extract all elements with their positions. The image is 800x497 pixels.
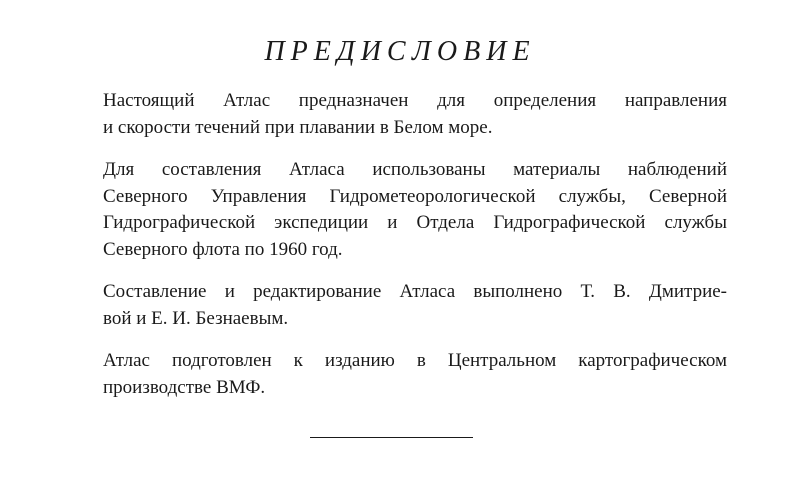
paragraph-line: Северного флота по 1960 год. — [103, 238, 343, 260]
paragraph-line: вой и Е. И. Безнаевым. — [103, 307, 289, 329]
paragraph-authors — [65, 279, 727, 332]
paragraph-production — [65, 348, 727, 401]
paragraph-line: и скорости течений при плавании в Белом море. — [103, 116, 493, 138]
paragraph-line: Для составления Атласа использованы материалы наблюдений — [103, 159, 727, 180]
paragraph-line: Настоящий Атлас предназначен для определения направления — [103, 90, 727, 111]
paragraph-purpose — [65, 88, 727, 141]
paragraph-line: Атлас подготовлен к изданию в Центральном картографическом — [103, 350, 727, 371]
preface-body — [65, 88, 727, 417]
paragraph-line: Гидрографической экспедиции и Отдела Гидрографической службы — [103, 212, 727, 233]
paragraph-sources — [65, 157, 727, 263]
paragraph-line: производстве ВМФ. — [103, 376, 266, 398]
page-title: ПРЕДИСЛОВИЕ — [264, 36, 536, 67]
paragraph-line: Северного Управления Гидрометеорологической службы, Северной — [103, 185, 727, 207]
paragraph-line: Составление и редактирование Атласа выполнено Т. В. Дмитрие- — [103, 281, 727, 302]
closing-divider — [310, 437, 473, 438]
